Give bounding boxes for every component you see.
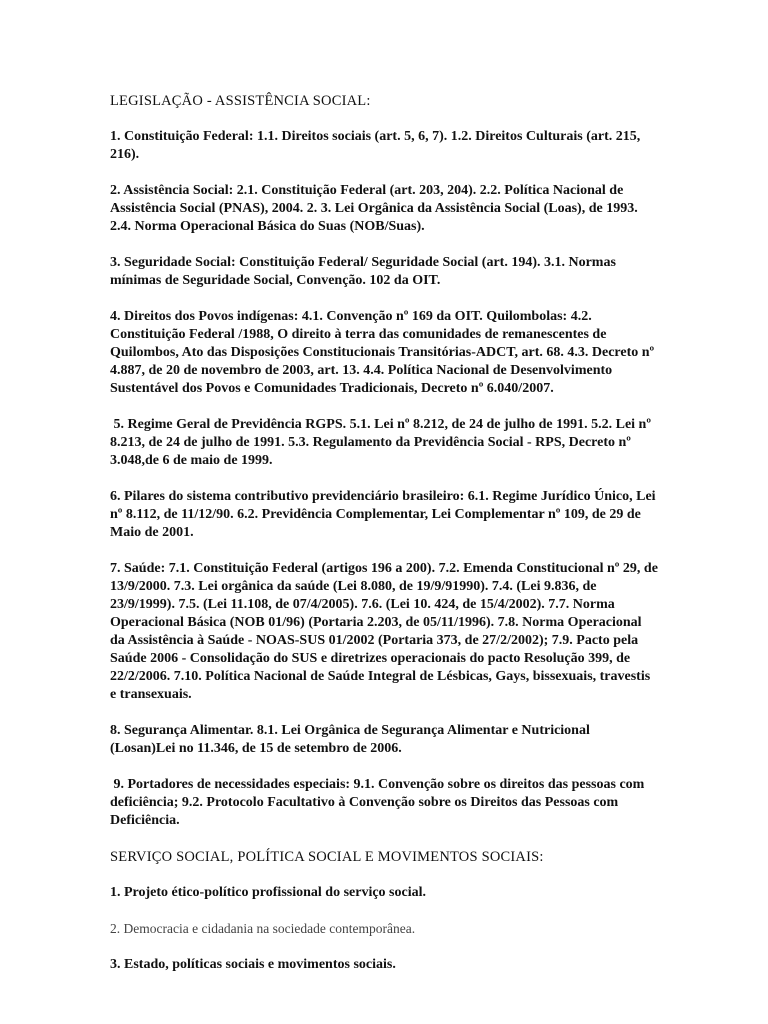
item-3-seguridade: 3. Seguridade Social: Constituição Federal/ Seguridade Social (art. 194). 3.1. Normas mínimas de Seguridade Social, Convenção. 102 da OIT. (110, 255, 616, 288)
item-4-povos-indigenas: 4. Direitos dos Povos indígenas: 4.1. Convenção nº 169 da OIT. Quilombolas: 4.2. Constituição Federal /1988, O direito à terra das comunidades de remanescentes de Quilombos, Ato das Disposições Constitucionais Transitórias-ADCT, art. 68. 4.3. Decreto nº 4.887, de 20 de novembro de 2003, art. 13. 4.4. Política Nacional de Desenvolvimento Sustentável dos Povos e Comunidades Tradicionais, Decreto nº 6.040/2007. (110, 309, 655, 396)
item-1-constituicao: 1. Constituição Federal: 1.1. Direitos sociais (art. 5, 6, 7). 1.2. Direitos Culturais (art. 215, 216). (110, 129, 641, 162)
topic-2-democracia: 2. Democracia e cidadania na sociedade contemporânea. (110, 921, 416, 936)
item-5-previdencia: 5. Regime Geral de Previdência RGPS. 5.1. Lei nº 8.212, de 24 de julho de 1991. 5.2. Lei nº 8.213, de 24 de julho de 1991. 5.3. Regulamento da Previdência Social - RPS, Decreto nº 3.048,de 6 de maio de 1999. (110, 417, 655, 468)
item-9-necessidades-especiais: 9. Portadores de necessidades especiais: 9.1. Convenção sobre os direitos das pessoas com deficiência; 9.2. Protocolo Facultativo à Convenção sobre os Direitos das Pessoas com Deficiência. (110, 777, 648, 828)
document-page (110, 92, 658, 974)
section-heading-legislacao: LEGISLAÇÃO - ASSISTÊNCIA SOCIAL: (110, 93, 371, 109)
item-2-assistencia: 2. Assistência Social: 2.1. Constituição Federal (art. 203, 204). 2.2. Política Nacional de Assistência Social (PNAS), 2004. 2. 3. Lei Orgânica da Assistência Social (Loas), de 1993. 2.4. Norma Operacional Básica do Suas (NOB/Suas). (110, 183, 638, 234)
item-7-saude: 7. Saúde: 7.1. Constituição Federal (artigos 196 a 200). 7.2. Emenda Constitucional nº 29, de 13/9/2000. 7.3. Lei orgânica da saúde (Lei 8.080, de 19/9/91990). 7.4. (Lei 9.836, de 23/9/1999). 7.5. (Lei 11.108, de 07/4/2005). 7.6. (Lei 10. 424, de 15/4/2002). 7.7. Norma Operacional Básica (NOB 01/96) (Portaria 2.203, de 05/11/1996). 7.8. Norma Operacional da Assistência à Saúde - NOAS-SUS 01/2002 (Portaria 373, de 27/2/2002); 7.9. Pacto pela Saúde 2006 - Consolidação do SUS e diretrizes operacionais do pacto Resolução 399, de 22/2/2006. 7.10. Política Nacional de Saúde Integral de Lésbicas, Gays, bissexuais, travestis e transexuais. (110, 561, 658, 702)
section-heading-servico-social: SERVIÇO SOCIAL, POLÍTICA SOCIAL E MOVIMENTOS SOCIAIS: (110, 849, 544, 865)
item-8-seguranca-alimentar: 8. Segurança Alimentar. 8.1. Lei Orgânica de Segurança Alimentar e Nutricional (Losan)Lei no 11.346, de 15 de setembro de 2006. (110, 723, 590, 756)
topic-1-projeto: 1. Projeto ético-político profissional do serviço social. (110, 885, 426, 900)
item-6-pilares: 6. Pilares do sistema contributivo previdenciário brasileiro: 6.1. Regime Jurídico Único, Lei nº 8.112, de 11/12/90. 6.2. Previdência Complementar, Lei Complementar nº 109, de 29 de Maio de 2001. (110, 489, 656, 540)
topic-3-estado: 3. Estado, políticas sociais e movimentos sociais. (110, 957, 396, 972)
